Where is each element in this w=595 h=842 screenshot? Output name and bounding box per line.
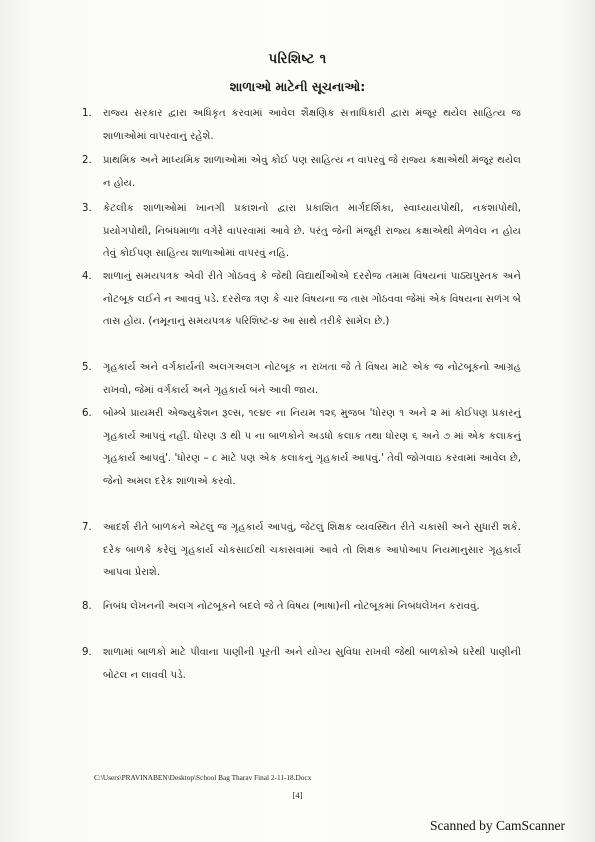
list-item xyxy=(82,403,521,493)
list-item-number: 1. xyxy=(82,108,92,119)
list-item-number: 6. xyxy=(82,408,92,419)
list-item-number: 2. xyxy=(82,155,92,166)
list-item-number: 3. xyxy=(82,203,92,214)
list-item xyxy=(82,357,521,402)
list-item-number: 9. xyxy=(82,647,92,658)
list-item-text: આદર્શ રીતે બાળકને એટલું જ ગૃહકાર્ય આપવું, જેટલું શિક્ષક વ્યવસ્થિત રીતે ચકાસી અને સુધારી શકે. દરેક બાળકે કરેલું ગૃહકાર્ય ચોકસાઈથી ચકાસવામાં આવે તો શિક્ષક આપોઆપ નિયમાનુસાર ગૃહકાર્ય આપવા પ્રેરાશે. xyxy=(103,522,521,579)
list-item-text: શાળાનું સમયપત્રક એવી રીતે ગોઠવવું કે જેથી વિદ્યાર્થીઓએ દરરોજ તમામ વિષયનાં પાઠ્યપુસ્તક અને નોટબૂક લઈને ન આવવું પડે. દરરોજ ત્રણ કે ચાર વિષયના જ તાસ ગોઠવવા જેમાં એક વિષયના સળંગ બે તાસ હોય. (નમૂનાનું સમયપત્રક પરિશિષ્ટ-૪ આ સાથે તરીકે સામેલ છે.) xyxy=(103,271,521,328)
list-item-number: 8. xyxy=(82,601,92,612)
list-item xyxy=(82,596,521,619)
list-item-text: પ્રાથમિક અને માધ્યમિક શાળાઓમાં એવું કોઈ પણ સાહિત્ય ન વાપરવું જે રાજ્ય કક્ષાએથી મંજૂર થયેલ ન હોય. xyxy=(103,155,521,189)
list-item xyxy=(82,198,521,266)
page-title: પરિશિષ્ટ ૧ xyxy=(268,51,327,67)
list-item xyxy=(82,517,521,585)
list-item xyxy=(82,150,521,195)
list-item-number: 5. xyxy=(82,362,92,373)
list-item-text: રાજ્ય સરકાર દ્વારા અધિકૃત કરવામાં આવેલ શૈક્ષણિક સત્તાધિકારી દ્વારા મંજૂર થયેલ સાહિત્ય જ શાળાઓમાં વાપરવાનું રહેશે. xyxy=(103,108,521,142)
page-subtitle: શાળાઓ માટેની સૂચનાઓ: xyxy=(229,79,366,94)
list-item-text: કેટલીક શાળાઓમાં ખાનગી પ્રકાશનો દ્વારા પ્રકાશિત માર્ગદર્શિકા, સ્વાધ્યાયપોથી, નકશાપોથી, પ્રયોગપોથી, નિબંધમાળા વગેરે વાપરવામાં આવે છે. પરંતુ જેની મંજૂરી રાજ્ય કક્ષાએથી મેળવેલ ન હોય તેવું કોઈપણ સાહિત્ય શાળાઓમાં વાપરવું નહિ. xyxy=(103,203,521,260)
page-number: [4] xyxy=(292,790,303,800)
list-item xyxy=(82,642,521,687)
list-item xyxy=(82,266,521,334)
list-item-number: 4. xyxy=(82,271,92,282)
camscanner-watermark: Scanned by CamScanner xyxy=(430,818,565,833)
footer-file-path: C:\Users\PRAVINABEN\Desktop\School Bag Tharav Final 2-11-18.Docx xyxy=(94,773,312,782)
list-item xyxy=(82,103,521,148)
list-item-text: બોમ્બે પ્રાયમરી એજ્યુકેશન રૂલ્સ, ૧૯૪૯ ના નિયમ ૧૨૬ મુજબ 'ધોરણ ૧ અને ૨ માં કોઈપણ પ્રકારનું ગૃહકાર્ય આપવું નહીં. ધોરણ ૩ થી ૫ ના બાળકોને અડધો કલાક તથા ધોરણ ૬ અને ૭ માં એક કલાકનું ગૃહકાર્ય આપવું'. 'ધોરણ – ૮ માટે પણ એક કલાકનું ગૃહકાર્ય આપવું.' તેવી જોગવાઇ કરવામાં આવેલ છે, જેનો અમલ દરેક શાળાએ કરવો. xyxy=(103,408,521,487)
list-item-text: ગૃહકાર્ય અને વર્ગકાર્યની અલગઅલગ નોટબૂક ન રાખતા જે તે વિષય માટે એક જ નોટબૂકનો આગ્રહ રાખવો, જેમાં વર્ગકાર્ય અને ગૃહકાર્ય બંને આવી જાય. xyxy=(103,362,521,396)
list-item-text: નિબંધ લેખનની અલગ નોટબૂકને બદલે જે તે વિષય (ભાષા)ની નોટબૂકમાં નિબંધલેખન કરાવવું. xyxy=(103,601,480,612)
list-item-number: 7. xyxy=(82,522,92,533)
list-item-text: શાળામાં બાળકો માટે પીવાના પાણીની પૂરતી અને યોગ્ય સુવિધા રાખવી જેથી બાળકોએ ઘરેથી પાણીની બોટલ ન લાવવી પડે. xyxy=(103,647,521,681)
